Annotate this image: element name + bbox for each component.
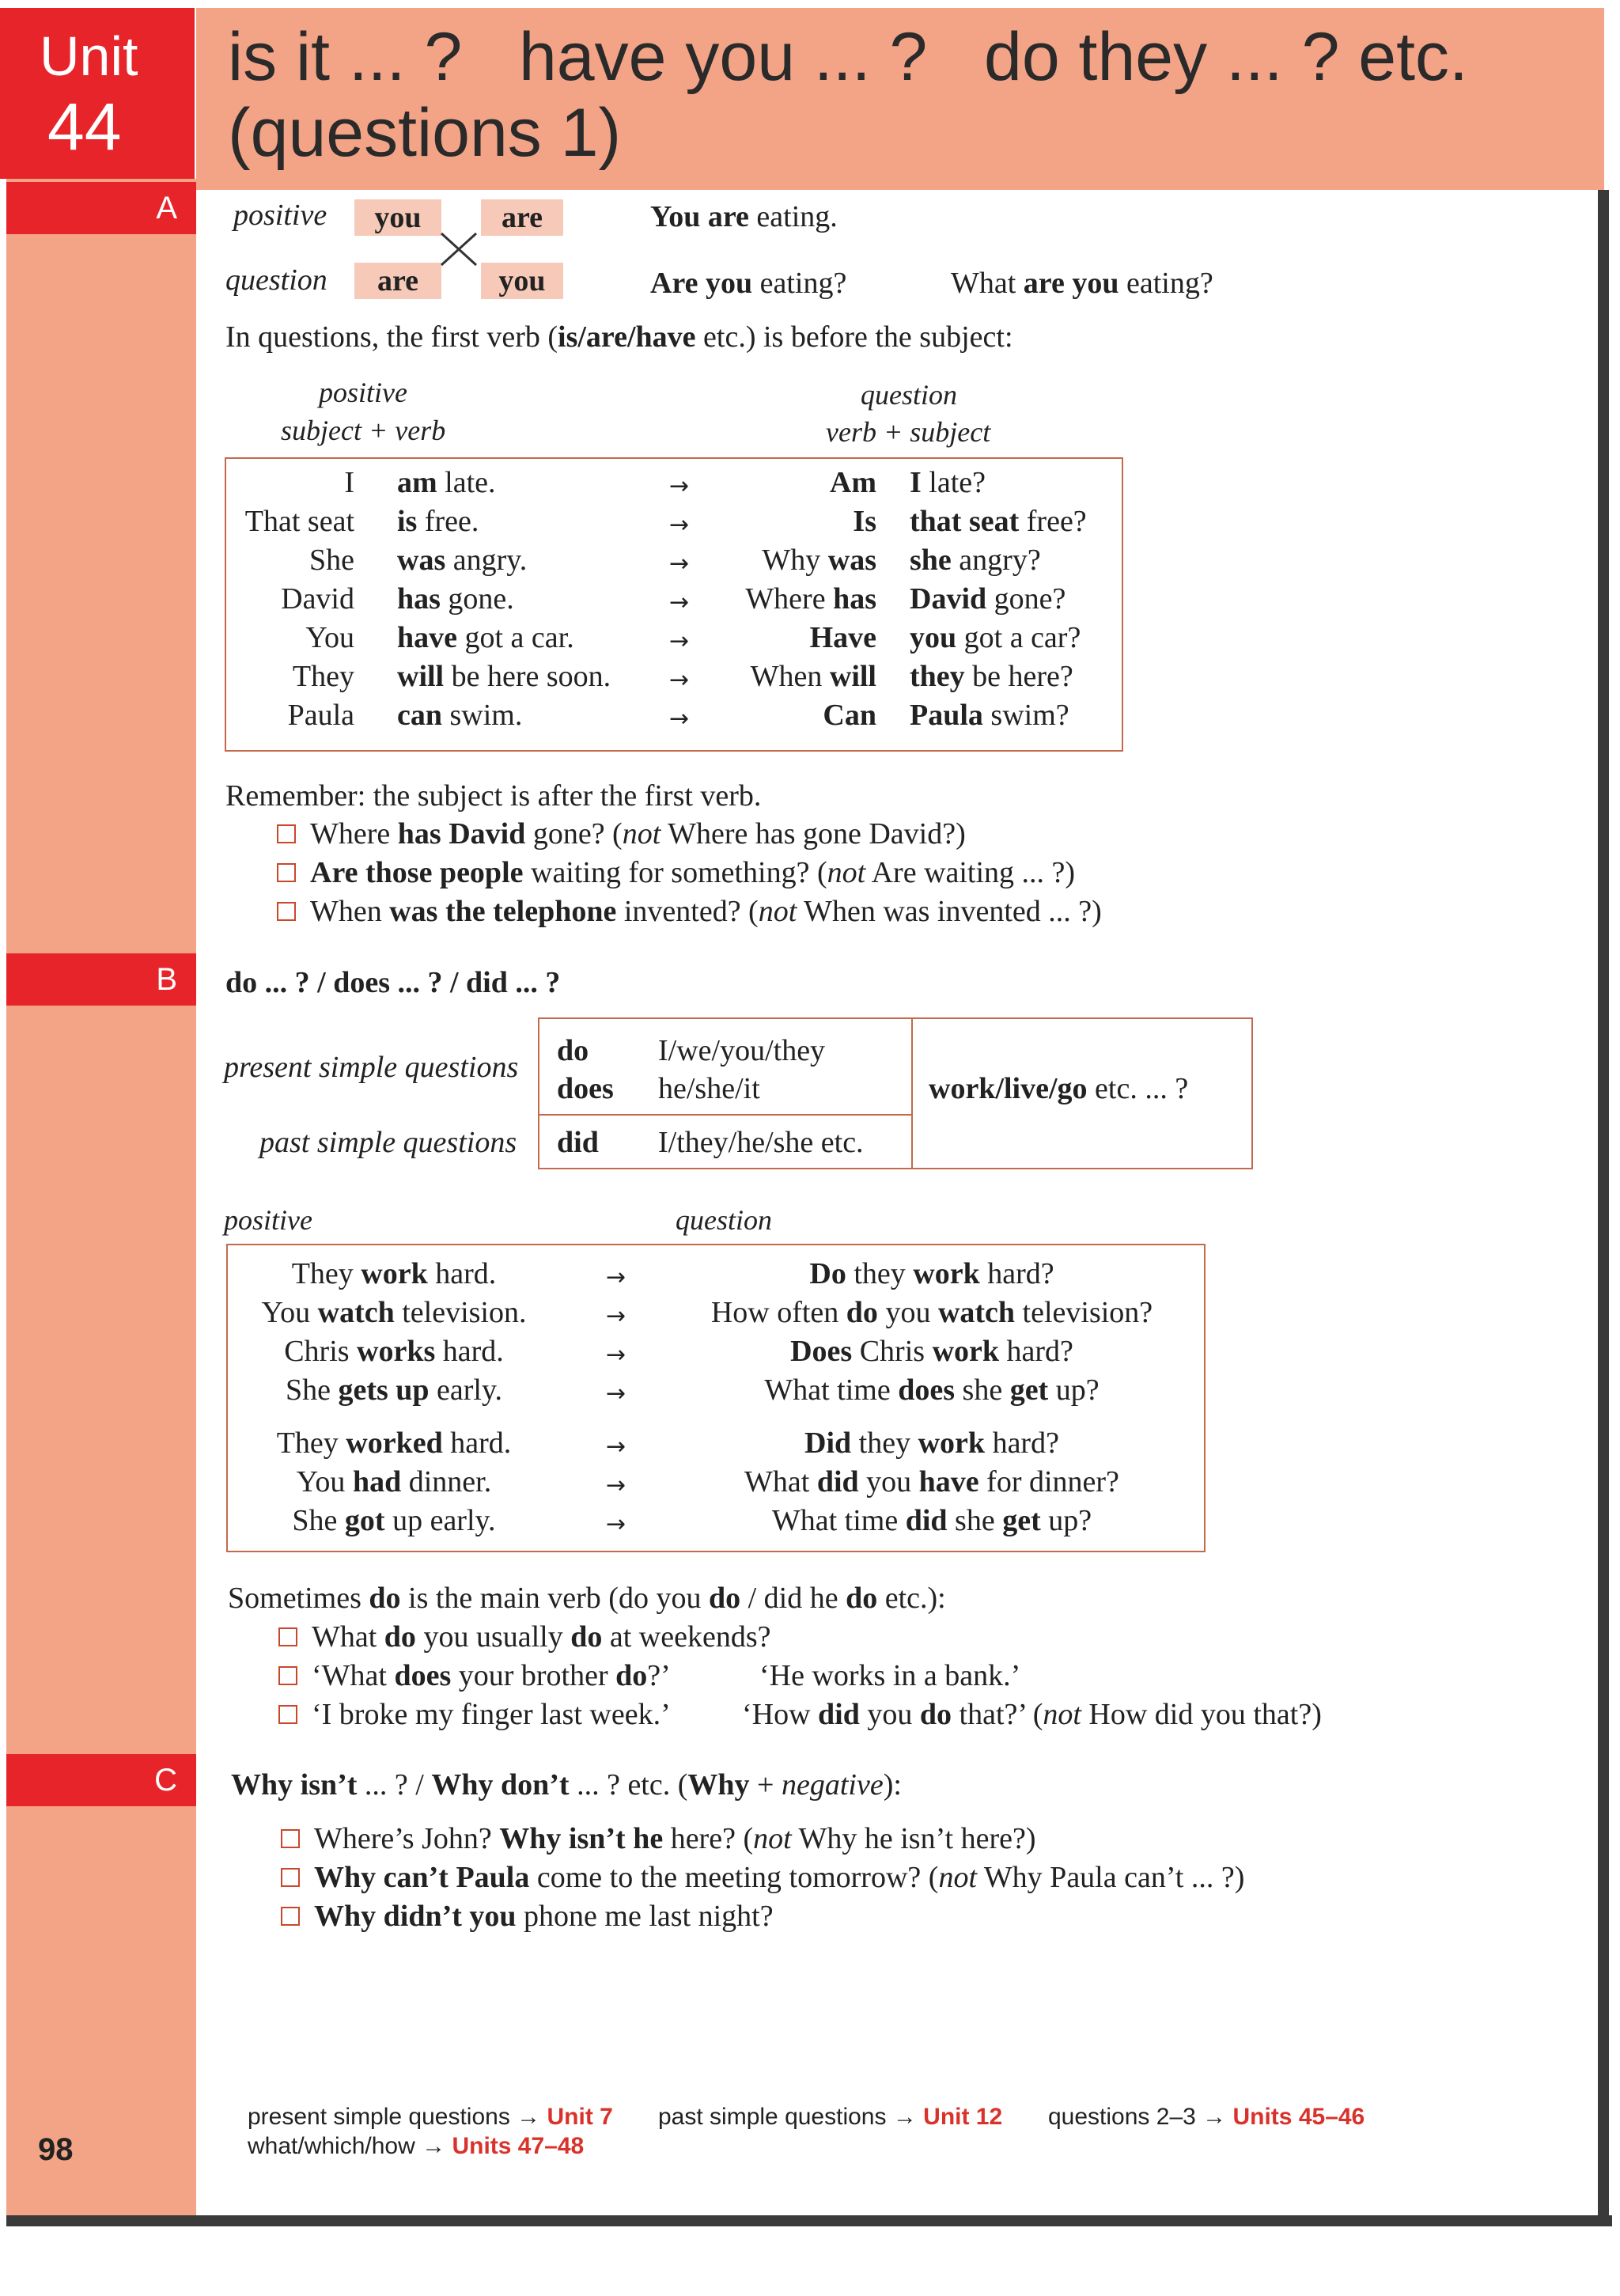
- arrow-icon: →: [669, 666, 690, 694]
- arrow-icon: →: [606, 1341, 626, 1369]
- aux-did-subjects: I/they/he/she etc.: [658, 1126, 864, 1159]
- footer-ref-wh: what/which/how → Units 47–48: [248, 2133, 585, 2159]
- aux-do-subjects: I/we/you/they: [658, 1034, 826, 1067]
- section-marker-b: B: [6, 953, 196, 1006]
- row-question: What time does she get up?: [764, 1373, 1100, 1407]
- row-positive: You had dinner.: [296, 1465, 492, 1498]
- row-subject: I: [344, 466, 354, 499]
- table-row: [228, 1463, 1204, 1502]
- row-subject: David: [281, 582, 354, 616]
- section-marker-a: A: [6, 182, 196, 234]
- pill-you-question: you: [481, 263, 563, 299]
- col-question-b: question: [676, 1204, 772, 1236]
- table-row: [226, 696, 1122, 735]
- unit-badge: [0, 8, 195, 179]
- row-positive: Chris works hard.: [284, 1335, 504, 1368]
- table-row: [226, 541, 1122, 580]
- aux-divider-v: [911, 1019, 913, 1168]
- table-row: [228, 1371, 1204, 1410]
- link-unit-12[interactable]: Unit 12: [923, 2104, 1003, 2130]
- left-margin-band: [6, 179, 196, 2223]
- row-question: What did you have for dinner?: [744, 1465, 1119, 1498]
- arrow-icon: →: [606, 1472, 626, 1499]
- verb-order-table: [225, 457, 1123, 752]
- question-label: question: [225, 263, 327, 297]
- row-question-verb: Have: [809, 621, 876, 654]
- arrow-icon: →: [669, 511, 690, 539]
- arrow-icon: →: [606, 1264, 626, 1291]
- page-title-line2: (questions 1): [228, 95, 622, 171]
- pill-are-positive: are: [481, 199, 563, 236]
- present-simple-label: present simple questions: [224, 1051, 519, 1084]
- row-question-subject: she angry?: [910, 544, 1041, 577]
- row-subject: That seat: [244, 505, 354, 538]
- table-row: [228, 1294, 1204, 1332]
- checkbox-bullet-icon: [281, 1868, 300, 1887]
- row-positive: They work hard.: [291, 1257, 497, 1290]
- arrow-icon: →: [669, 472, 690, 500]
- row-positive: She got up early.: [292, 1504, 496, 1537]
- section-b-heading: do ... ? / does ... ? / did ... ?: [225, 966, 561, 999]
- arrow-icon: →: [669, 705, 690, 733]
- list-item: When was the telephone invented? (not When was invented ... ?): [277, 892, 1102, 930]
- table-row: [226, 580, 1122, 619]
- checkbox-bullet-icon: [281, 1907, 300, 1926]
- row-verb-phrase: have got a car.: [397, 621, 574, 654]
- arrow-icon: →: [606, 1510, 626, 1538]
- col-subject-verb: subject + verb: [281, 415, 446, 446]
- aux-does-subjects: he/she/it: [658, 1072, 760, 1105]
- row-question-subject: David gone?: [910, 582, 1066, 616]
- row-verb-phrase: can swim.: [397, 699, 523, 732]
- list-item: ‘I broke my finger last week.’: [278, 1695, 671, 1733]
- row-verb-phrase: was angry.: [397, 544, 528, 577]
- row-question-verb: Am: [829, 466, 876, 499]
- question-example-2: What are you eating?: [951, 267, 1213, 300]
- row-question-verb: Can: [823, 699, 876, 732]
- checkbox-bullet-icon: [277, 863, 296, 882]
- list-item: Where has David gone? (not Where has gone David?): [277, 815, 966, 853]
- row-question-verb: Is: [853, 505, 876, 538]
- section-c-heading: Why isn’t ... ? / Why don’t ... ? etc. (Why + negative):: [231, 1768, 902, 1802]
- col-question: question: [861, 379, 957, 411]
- row-positive: She gets up early.: [285, 1373, 503, 1407]
- remember-note: Remember: the subject is after the first verb.: [225, 779, 762, 813]
- row-positive: You watch television.: [261, 1296, 527, 1329]
- do-questions-table: [226, 1244, 1206, 1552]
- checkbox-bullet-icon: [278, 1705, 297, 1724]
- page-number: 98: [38, 2132, 74, 2167]
- row-question: What time did she get up?: [771, 1504, 1092, 1537]
- row-verb-phrase: is free.: [397, 505, 479, 538]
- footer-ref-questions: questions 2–3 → Units 45–46: [1048, 2104, 1365, 2130]
- table-row: [228, 1255, 1204, 1294]
- arrow-icon: →: [606, 1302, 626, 1330]
- table-row: [226, 619, 1122, 657]
- checkbox-bullet-icon: [278, 1627, 297, 1646]
- aux-did: did: [557, 1126, 599, 1159]
- list-item: Where’s John? Why isn’t he here? (not Why he isn’t here?): [281, 1820, 1036, 1858]
- checkbox-bullet-icon: [281, 1829, 300, 1848]
- page-title-line1: is it ... ? have you ... ? do they ... ? etc.: [228, 19, 1468, 95]
- past-simple-label: past simple questions: [259, 1126, 517, 1159]
- checkbox-bullet-icon: [278, 1666, 297, 1685]
- row-verb-phrase: am late.: [397, 466, 496, 499]
- word-order-rule: In questions, the first verb (is/are/have etc.) is before the subject:: [225, 320, 1013, 354]
- auxiliary-table: [538, 1017, 1253, 1169]
- table-row: [226, 657, 1122, 696]
- right-edge-line: [1598, 190, 1609, 2223]
- row-question-subject: that seat free?: [910, 505, 1087, 538]
- link-units-47-48[interactable]: Units 47–48: [452, 2133, 585, 2159]
- arrow-icon: →: [669, 589, 690, 616]
- unit-word: Unit: [40, 25, 138, 87]
- checkbox-bullet-icon: [277, 902, 296, 921]
- positive-label: positive: [233, 199, 327, 232]
- arrow-icon: →: [606, 1380, 626, 1408]
- aux-divider-h: [539, 1114, 911, 1116]
- table-row: [228, 1502, 1204, 1540]
- list-item: ‘What does your brother do?’: [278, 1657, 671, 1695]
- row-question-verb: Where has: [745, 582, 876, 616]
- main-verbs: work/live/go etc. ... ?: [929, 1072, 1189, 1105]
- table-row: [226, 464, 1122, 502]
- row-question-subject: you got a car?: [910, 621, 1081, 654]
- arrow-icon: →: [606, 1433, 626, 1461]
- page-header: [196, 8, 1604, 190]
- unit-number: 44: [47, 89, 122, 164]
- row-question: Do they work hard?: [809, 1257, 1054, 1290]
- list-item: What do you usually do at weekends?: [278, 1618, 770, 1656]
- col-positive-b: positive: [224, 1204, 312, 1236]
- col-positive: positive: [319, 377, 407, 408]
- footer-ref-past: past simple questions → Unit 12: [658, 2104, 1003, 2130]
- row-question-subject: I late?: [910, 466, 986, 499]
- bottom-edge-line: [6, 2215, 1612, 2226]
- row-question: Does Chris work hard?: [790, 1335, 1073, 1368]
- section-marker-c: C: [6, 1754, 196, 1806]
- row-question-verb: Why was: [762, 544, 876, 577]
- arrow-icon: →: [669, 627, 690, 655]
- row-question-subject: they be here?: [910, 660, 1073, 693]
- table-row: [228, 1424, 1204, 1463]
- row-subject: They: [292, 660, 354, 693]
- example-answer: ‘He works in a bank.’: [759, 1659, 1021, 1692]
- table-row: [226, 502, 1122, 541]
- aux-does: does: [557, 1072, 614, 1105]
- table-row: [228, 1332, 1204, 1371]
- link-units-45-46[interactable]: Units 45–46: [1232, 2104, 1365, 2130]
- row-question: Did they work hard?: [804, 1426, 1059, 1460]
- link-unit-7[interactable]: Unit 7: [547, 2104, 613, 2130]
- list-item: Why can’t Paula come to the meeting tomorrow? (not Why Paula can’t ... ?): [281, 1858, 1244, 1896]
- list-item: Are those people waiting for something? (not Are waiting ... ?): [277, 854, 1075, 892]
- row-subject: Paula: [287, 699, 354, 732]
- footer-ref-present: present simple questions → Unit 7: [248, 2104, 613, 2130]
- row-subject: You: [305, 621, 354, 654]
- aux-do: do: [557, 1034, 589, 1067]
- swap-cross-icon: [439, 231, 479, 267]
- row-question-verb: When will: [750, 660, 876, 693]
- positive-example: You are eating.: [650, 200, 838, 233]
- arrow-icon: →: [669, 550, 690, 578]
- row-subject: She: [309, 544, 354, 577]
- checkbox-bullet-icon: [277, 824, 296, 843]
- col-verb-subject: verb + subject: [826, 416, 991, 448]
- row-verb-phrase: has gone.: [397, 582, 514, 616]
- question-example: Are you eating?: [650, 267, 847, 300]
- pill-you-positive: you: [354, 199, 441, 236]
- list-item: Why didn’t you phone me last night?: [281, 1897, 774, 1935]
- row-question: How often do you watch television?: [710, 1296, 1153, 1329]
- row-verb-phrase: will be here soon.: [397, 660, 611, 693]
- pill-are-question: are: [354, 263, 441, 299]
- row-positive: They worked hard.: [276, 1426, 512, 1460]
- main-verb-note: Sometimes do is the main verb (do you do / did he do etc.):: [228, 1582, 946, 1615]
- row-question-subject: Paula swim?: [910, 699, 1069, 732]
- example-reply: ‘How did you do that?’ (not How did you that?): [742, 1698, 1322, 1731]
